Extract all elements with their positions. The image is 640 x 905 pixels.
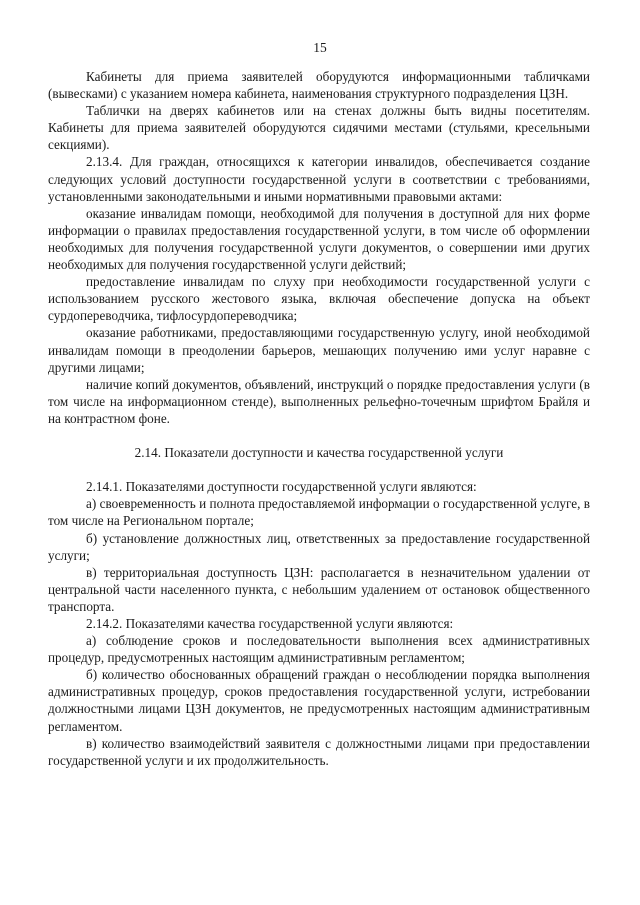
paragraph: а) своевременность и полнота предоставляемой информации о государственной услуге, в том числе на Региональном портале;: [48, 496, 590, 529]
paragraph: оказание инвалидам помощи, необходимой для получения в доступной для них форме информации о правилах предоставления государственной услуги, в том числе об оформлении необходимых для получения государственной услуги документов, о совершении ими других необходимых для получения государственной услуги действий;: [48, 205, 590, 273]
paragraph: б) количество обоснованных обращений граждан о несоблюдении порядка выполнения административных процедур, сроков предоставления государственной услуги, истребовании должностными лицами ЦЗН документов, не предусмотренных настоящим административным регламентом.: [48, 667, 590, 734]
spacer: [48, 461, 590, 478]
page-number: 15: [313, 40, 327, 55]
spacer: [48, 427, 590, 444]
paragraph: наличие копий документов, объявлений, инструкций о порядке предоставления услуги (в том числе на информационном стенде), выполненных рельефно-точечным шрифтом Брайля и на контрастном фоне.: [48, 376, 590, 426]
paragraph: в) территориальная доступность ЦЗН: располагается в незначительном удалении от центральной части населенного пункта, с небольшим удалением от остановок общественного транспорта.: [48, 564, 590, 614]
paragraph: 2.14.1. Показателями доступности государственной услуги являются:: [86, 479, 477, 495]
paragraph: в) количество взаимодействий заявителя с должностными лицами при предоставлении государственной услуги и их продолжительность.: [48, 735, 590, 768]
paragraph: б) установление должностных лиц, ответственных за предоставление государственной услуги;: [48, 530, 590, 563]
paragraph: предоставление инвалидам по слуху при необходимости государственной услуги с использованием русского жестового языка, включая обеспечение допуска на объект сурдопереводчика, тифлосурдопереводчика;: [48, 274, 590, 324]
paragraph: 2.13.4. Для граждан, относящихся к категории инвалидов, обеспечивается создание следующих условий доступности государственной услуги в соответствии с требованиями, установленными законодательными и иными нормативными правовыми актами:: [48, 154, 590, 204]
section-heading: 2.14. Показатели доступности и качества государственной услуги: [134, 445, 504, 461]
paragraph: 2.14.2. Показателями качества государственной услуги являются:: [86, 616, 454, 631]
paragraph: Таблички на дверях кабинетов или на стенах должны быть видны посетителям. Кабинеты для приема заявителей оборудуются сидячими местами (стульями, кресельными секциями).: [48, 103, 590, 153]
document-body: [48, 68, 590, 769]
paragraph: оказание работниками, предоставляющими государственную услугу, иной необходимой инвалидам помощи в преодолении барьеров, мешающих получению ими услуг наравне с другими лицами;: [48, 325, 590, 375]
paragraph: Кабинеты для приема заявителей оборудуются информационными табличками (вывесками) с указанием номера кабинета, наименования структурного подразделения ЦЗН.: [48, 69, 590, 102]
paragraph: а) соблюдение сроков и последовательности выполнения всех административных процедур, предусмотренных настоящим административным регламентом;: [48, 633, 590, 666]
